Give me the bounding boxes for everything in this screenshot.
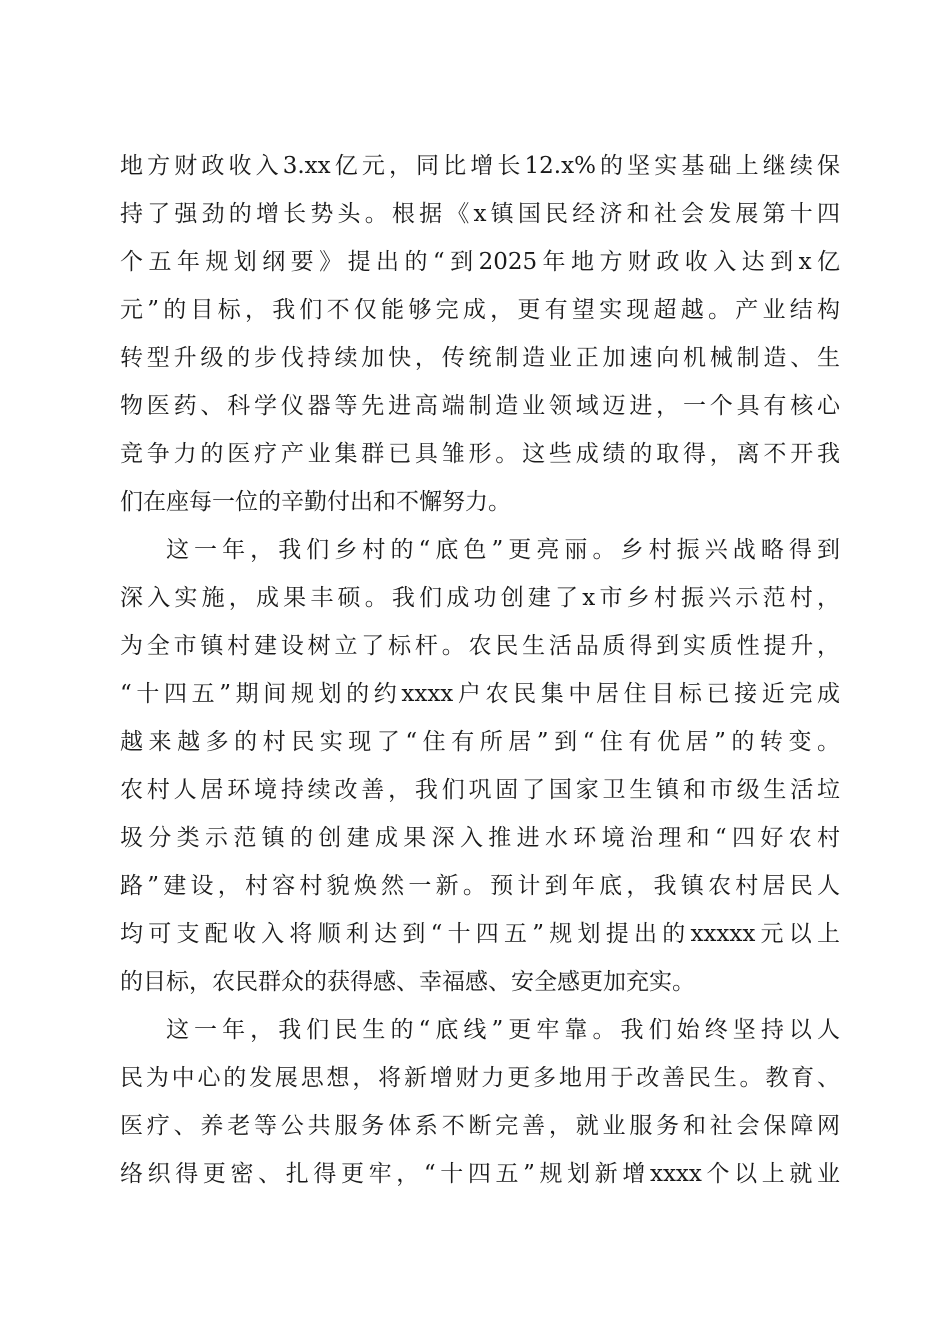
text-line: 持了强劲的增长势头。根据《x镇国民经济和社会发展第十四	[120, 201, 840, 227]
text-line: 物医药、科学仪器等先进高端制造业领域迈进，一个具有核心	[120, 393, 840, 419]
body-text	[120, 142, 840, 1198]
text-line: 地方财政收入3.xx亿元，同比增长12.x%的坚实基础上继续保	[120, 153, 840, 179]
text-line: 均可支配收入将顺利达到“十四五”规划提出的xxxxx元以上	[120, 921, 840, 947]
text-line: 农村人居环境持续改善，我们巩固了国家卫生镇和市级生活垃	[120, 777, 840, 803]
text-line: 路”建设，村容村貌焕然一新。预计到年底，我镇农村居民人	[120, 873, 840, 899]
paragraph-start-line: 这一年，我们民生的“底线”更牢靠。我们始终坚持以人	[166, 1017, 840, 1043]
text-line: 元”的目标，我们不仅能够完成，更有望实现超越。产业结构	[120, 297, 840, 323]
text-line: 转型升级的步伐持续加快，传统制造业正加速向机械制造、生	[120, 345, 840, 371]
text-line: 民为中心的发展思想，将新增财力更多地用于改善民生。教育、	[120, 1065, 840, 1091]
text-line: 的目标，农民群众的获得感、幸福感、安全感更加充实。	[120, 969, 695, 995]
text-line: 为全市镇村建设树立了标杆。农民生活品质得到实质性提升，	[120, 633, 840, 659]
text-line: “十四五”期间规划的约xxxx户农民集中居住目标已接近完成	[120, 681, 840, 707]
text-line: 越来越多的村民实现了“住有所居”到“住有优居”的转变。	[120, 729, 840, 755]
text-line: 络织得更密、扎得更牢，“十四五”规划新增xxxx个以上就业	[120, 1161, 840, 1187]
text-line: 们在座每一位的辛勤付出和不懈努力。	[120, 489, 511, 515]
text-line: 个五年规划纲要》提出的“到2025年地方财政收入达到x亿	[120, 249, 840, 275]
text-line: 竞争力的医疗产业集群已具雏形。这些成绩的取得，离不开我	[120, 441, 840, 467]
text-line: 医疗、养老等公共服务体系不断完善，就业服务和社会保障网	[120, 1113, 840, 1139]
text-line: 深入实施，成果丰硕。我们成功创建了x市乡村振兴示范村，	[120, 585, 840, 611]
paragraph-start-line: 这一年，我们乡村的“底色”更亮丽。乡村振兴战略得到	[166, 537, 840, 563]
text-line: 圾分类示范镇的创建成果深入推进水环境治理和“四好农村	[120, 825, 840, 851]
